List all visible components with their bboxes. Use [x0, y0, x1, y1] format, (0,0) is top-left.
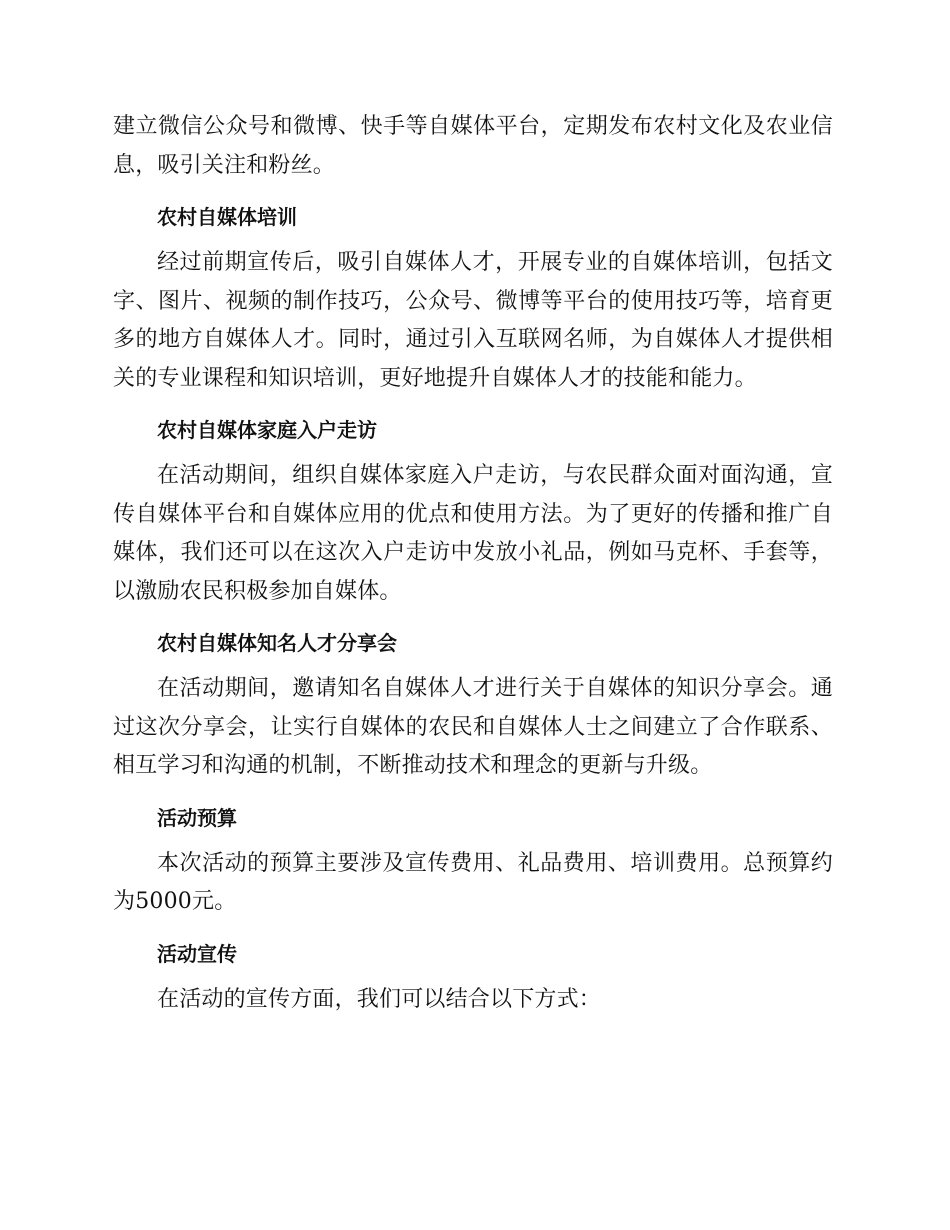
section-heading-promotion: 活动宣传 [157, 941, 237, 966]
section-heading-talent-share: 农村自媒体知名人才分享会 [157, 631, 397, 655]
section-heading-budget: 活动预算 [157, 805, 237, 830]
section-paragraph-budget: 本次活动的预算主要涉及宣传费用、礼品费用、培训费用。总预算约为5000元。 [113, 850, 833, 914]
section-paragraph-promotion: 在活动的宣传方面，我们可以结合以下方式： [157, 986, 602, 1012]
section-heading-training: 农村自媒体培训 [157, 205, 297, 229]
section-paragraph-training: 经过前期宣传后，吸引自媒体人才，开展专业的自媒体培训，包括文字、图片、视频的制作技巧，公众号、微博等平台的使用技巧等，培育更多的地方自媒体人才。同时，通过引入互联网名师，为自媒体人才提供相关的专业课程和知识培训，更好地提升自媒体人才的技能和能力。 [113, 250, 833, 391]
section-paragraph-home-visit: 在活动期间，组织自媒体家庭入户走访，与农民群众面对面沟通，宣传自媒体平台和自媒体应用的优点和使用方法。为了更好的传播和推广自媒体，我们还可以在这次入户走访中发放小礼品，例如马克杯、手套等，以激励农民积极参加自媒体。 [113, 463, 833, 604]
intro-paragraph: 建立微信公众号和微博、快手等自媒体平台，定期发布农村文化及农业信息，吸引关注和粉丝。 [113, 114, 833, 178]
section-heading-home-visit: 农村自媒体家庭入户走访 [157, 418, 377, 442]
document-page [113, 108, 833, 1019]
section-paragraph-talent-share: 在活动期间，邀请知名自媒体人才进行关于自媒体的知识分享会。通过这次分享会，让实行自媒体的农民和自媒体人士之间建立了合作联系、相互学习和沟通的机制，不断推动技术和理念的更新与升级。 [113, 676, 833, 778]
